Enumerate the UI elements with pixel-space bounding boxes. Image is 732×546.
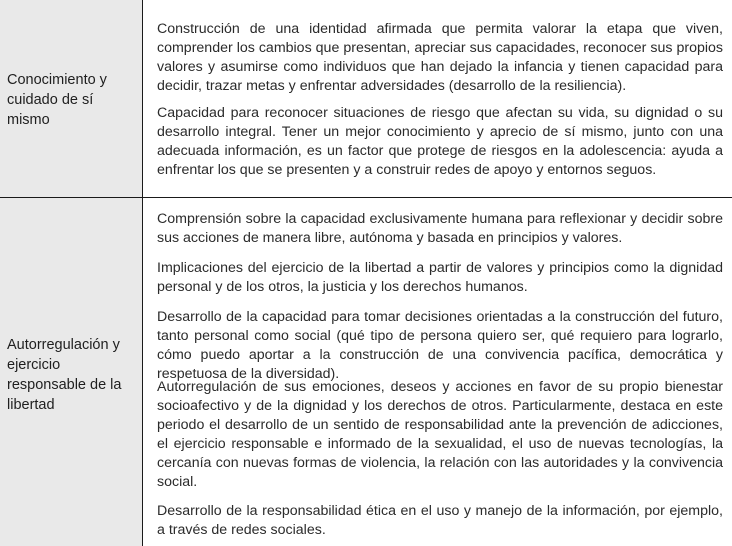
row-label-cell xyxy=(0,0,143,198)
column-divider xyxy=(142,0,143,546)
content-paragraph: Implicaciones del ejercicio de la libertad a partir de valores y principios como la dignidad personal y de los otros, la justicia y los derechos humanos. xyxy=(157,260,723,295)
row-label: Autorregulación y ejercicio responsable de la libertad xyxy=(7,337,122,413)
content-paragraph: Desarrollo de la responsabilidad ética en el uso y manejo de la información, por ejemplo, a través de redes sociales. xyxy=(157,503,723,538)
content-paragraph: Autorregulación de sus emociones, deseos y acciones en favor de su propio bienestar socioafectivo y de la dignidad y los derechos de otros. Particularmente, destaca en este periodo el desarrollo de un sentido de responsabilidad ante la prevención de adicciones, el ejercicio responsable e informado de la sexualidad, el uso de nuevas tecnologías, la cercanía con nuevas formas de violencia, la relación con las autoridades y la convivencia social. xyxy=(157,379,723,490)
table-row-autorregulacion xyxy=(0,198,732,546)
row-label-cell xyxy=(0,198,143,546)
content-paragraph: Desarrollo de la capacidad para tomar decisiones orientadas a la construcción del futuro, tanto personal como social (qué tipo de persona quiero ser, qué requiero para lograrlo, cómo puedo aportar a la construcción de una convivencia pacífica, democrática y respetuosa de la diversidad). xyxy=(157,309,723,382)
row-label: Conocimiento y cuidado de sí mismo xyxy=(7,72,107,128)
row-divider xyxy=(0,197,732,198)
row-content-cell xyxy=(143,0,732,198)
row-content-cell xyxy=(143,198,732,546)
content-paragraph: Comprensión sobre la capacidad exclusivamente humana para reflexionar y decidir sobre sus acciones de manera libre, autónoma y basada en principios y valores. xyxy=(157,211,723,246)
content-paragraph: Capacidad para reconocer situaciones de riesgo que afectan su vida, su dignidad o su desarrollo integral. Tener un mejor conocimiento y aprecio de sí mismo, junto con una adecuada información, es un factor que protege de riesgos en la adolescencia: ayuda a enfrentar los que se presenten y a construir redes de apoyo y entornos seguos. xyxy=(157,105,723,178)
table-row-conocimiento xyxy=(0,0,732,198)
content-paragraph: Construcción de una identidad afirmada que permita valorar la etapa que viven, comprender los cambios que presentan, apreciar sus capacidades, reconocer sus propios valores y asumirse como individuos que han dejado la infancia y tienen capacidad para decidir, trazar metas y enfrentar adversidades (desarrollo de la resiliencia). xyxy=(157,21,723,94)
